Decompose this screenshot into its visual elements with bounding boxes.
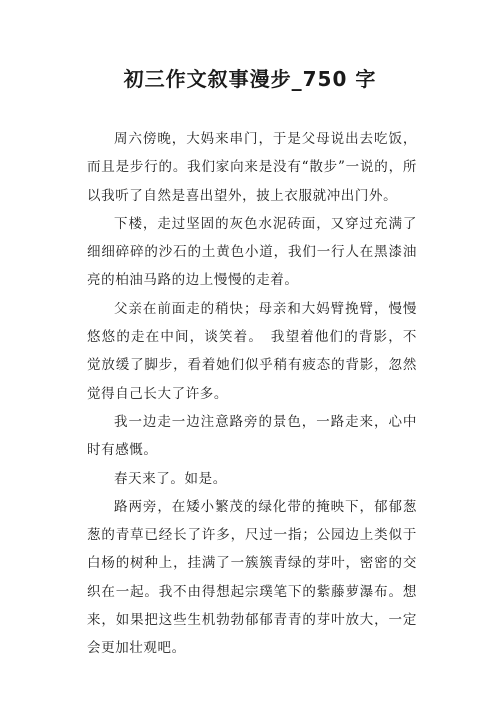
paragraph: 下楼，走过坚固的灰色水泥砖面，又穿过充满了细细碎碎的沙石的土黄色小道，我们一行人在黑漆油亮的柏油马路的边上慢慢的走着。 <box>87 215 417 289</box>
paragraph: 路两旁，在矮小繁茂的绿化带的掩映下，郁郁葱葱的青草已经长了许多，尺过一指；公园边上类似于白杨的树种上，挂满了一簇簇青绿的芽叶，密密的交织在一起。我不由得想起宗璞笔下的紫藤萝瀑布。想来，如果把这些生机勃勃郁郁青青的芽叶放大，一定会更加壮观吧。 <box>87 498 417 657</box>
document-title: 初三作文叙事漫步_750 字 <box>123 67 377 91</box>
paragraph: 我一边走一边注意路旁的景色，一路走来，心中时有感慨。 <box>87 413 417 459</box>
paragraph: 周六傍晚，大妈来串门，于是父母说出去吃饭，而且是步行的。我们家向来是没有“散步”一说的，所以我听了自然是喜出望外，披上衣服就冲出门外。 <box>87 131 417 204</box>
paragraph: 父亲在前面走的稍快；母亲和大妈臂挽臂，慢慢悠悠的走在中间，谈笑着。 我望着他们的背影，不觉放缓了脚步，看着她们似乎稍有疲态的背影，忽然觉得自己长大了许多。 <box>87 300 417 402</box>
document-body <box>87 125 417 663</box>
paragraph: 春天来了。如是。 <box>114 470 227 487</box>
